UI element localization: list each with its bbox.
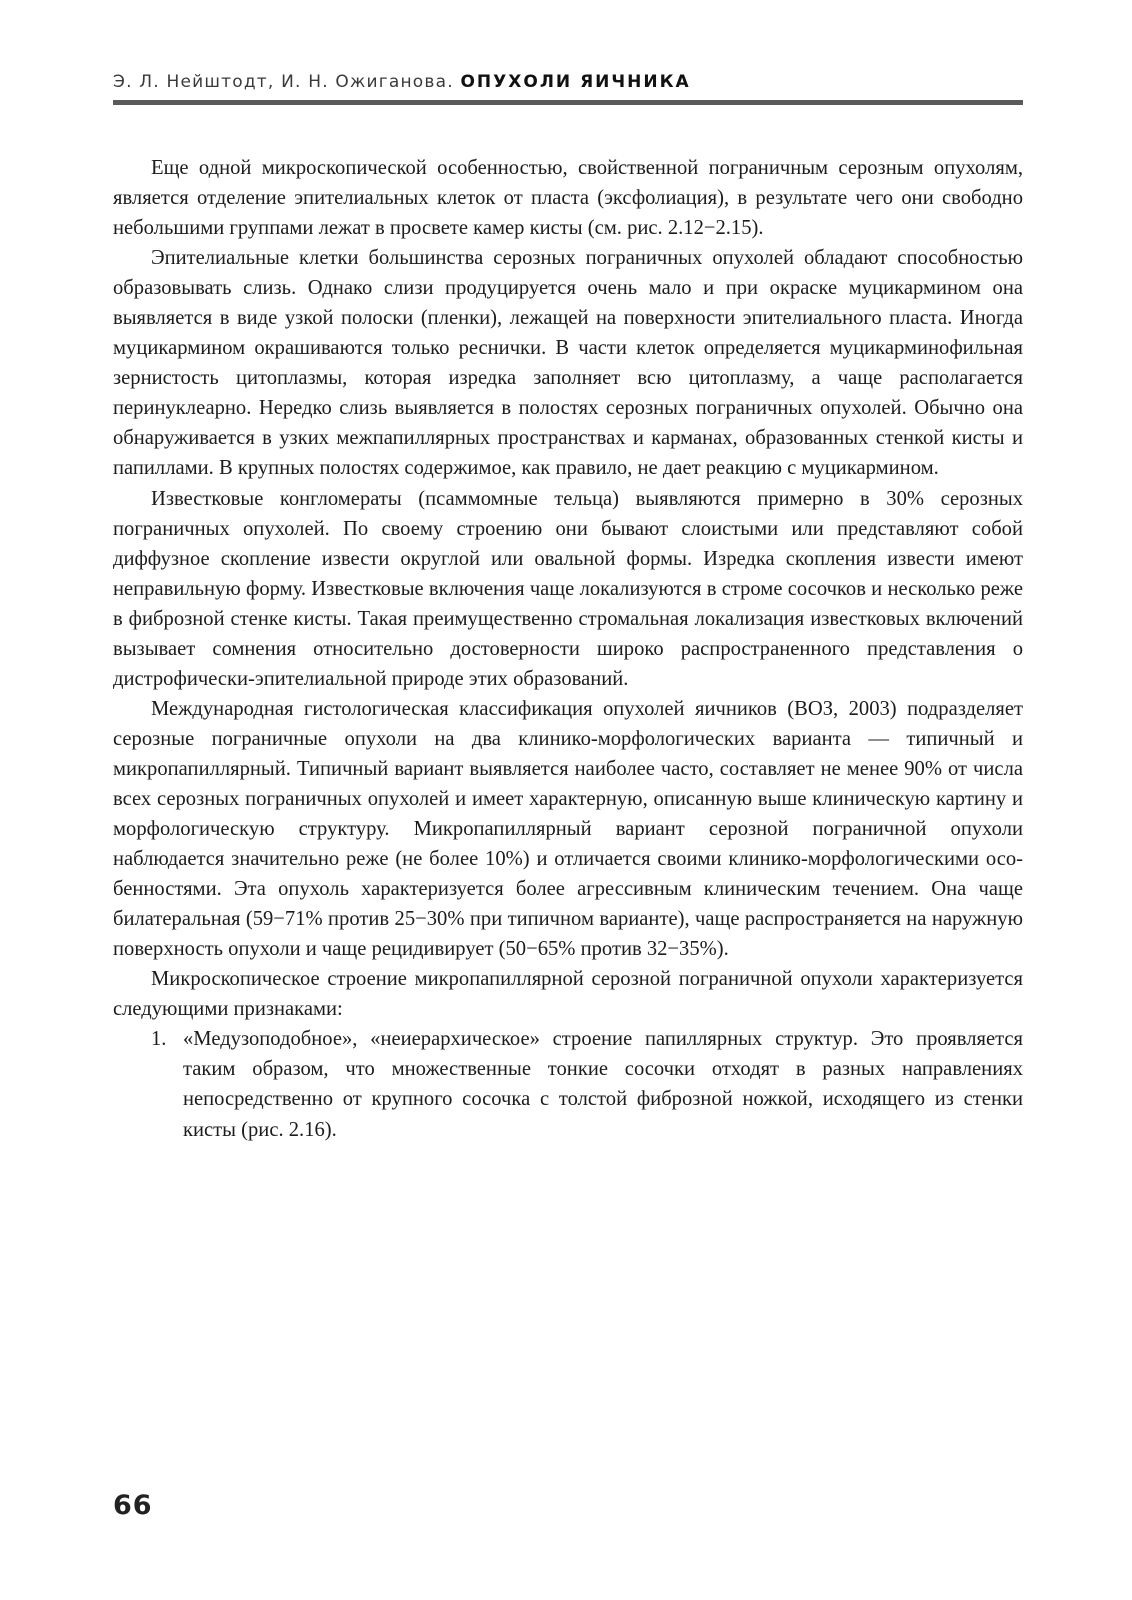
paragraph: Еще одной микроскопической особенностью, свойственной пограничным серозным опухолям, является отделение эпителиальных клеток от пласта (эксфолиация), в результате чего они свободно небольшими группами лежат в просвете камер кисты (см. рис. 2.12−2.15). [113,157,1023,240]
paragraph: Эпителиальные клетки большинства серозных пограничных опухолей обладают способностью образовывать слизь. Однако слизи продуцируется очень мало и при окраске муцикармином она выявляется в виде узкой полоски (пленки), лежащей на поверхности эпителиального пласта. Иногда муцикармином окрашиваются только реснички. В части клеток определяется муцикарминофильная зернистость цитоплазмы, которая изредка заполняет всю цитоплазму, а чаще располагается перинуклеарно. Нередко слизь выявляется в полостях серозных пограничных опухолей. Обычно она обнаруживается в узких межпапиллярных пространствах и карманах, образованных стенкой кисты и папиллами. В крупных полостях содержимое, как правило, не дает реакцию с муцикармином. [113,247,1023,480]
header-book-title: ОПУХОЛИ ЯИЧНИКА [460,72,691,92]
page-body [113,153,1023,1145]
paragraph: Международная гистологическая классификация опухолей яичников (ВОЗ, 2003) подразделяет серозные пограничные опухоли на два клинико-морфологических варианта — типичный и микропапиллярный. Типичный вариант выявляется наиболее часто, составляет не менее 90% от числа всех серозных пограничных опухолей и имеет характерную, описанную выше клиническую картину и морфологическую структуру. Микропапиллярный вариант серозной пограничной опухоли наблюдается значительно реже (не более 10%) и отличается своими клинико-морфологическими особенностями. Эта опухоль характеризуется более агрессивным клиническим течением. Она чаще билатеральная (59−71% против 25−30% при типичном варианте), чаще распространяется на наружную поверхность опухоли и чаще рецидивирует (50−65% против 32−35%). [113,697,1023,961]
page-number: 66 [113,1490,153,1521]
list-item-number: 1. [151,1028,167,1051]
running-header [113,72,1023,98]
paragraph: Микроскопическое строение микропапиллярной серозной пограничной опухоли характеризуется следующими признаками: [113,968,1023,1021]
paragraph: Известковые конгломераты (псаммомные тельца) выявляются примерно в 30% серозных пограничных опухолей. По своему строению они бывают слоистыми или представляют собой диффузное скопление извести округлой или овальной формы. Изредка скопления извести имеют неправильную форму. Известковые включения чаще локализуются в строме сосочков и несколько реже в фиброзной стенке кисты. Такая преимущественно стромальная локализация известковых включений вызывает сомнения относительно достоверности широко распространенного представления о дистрофически-эпителиальной природе этих образований. [113,487,1023,690]
header-rule [113,100,1023,105]
list-item [113,1024,1023,1144]
list-item-text: «Медузоподобное», «неиерархическое» строение папиллярных структур. Это проявляется таким образом, что множественные тонкие сосочки отходят в разных направлениях непосредственно от крупного сосочка с толстой фиброзной ножкой, исходящего из стенки кисты (рис. 2.16). [183,1028,1023,1141]
header-authors: Э. Л. Нейштодт, И. Н. Ожиганова. [113,72,454,92]
numbered-list [113,1024,1023,1144]
